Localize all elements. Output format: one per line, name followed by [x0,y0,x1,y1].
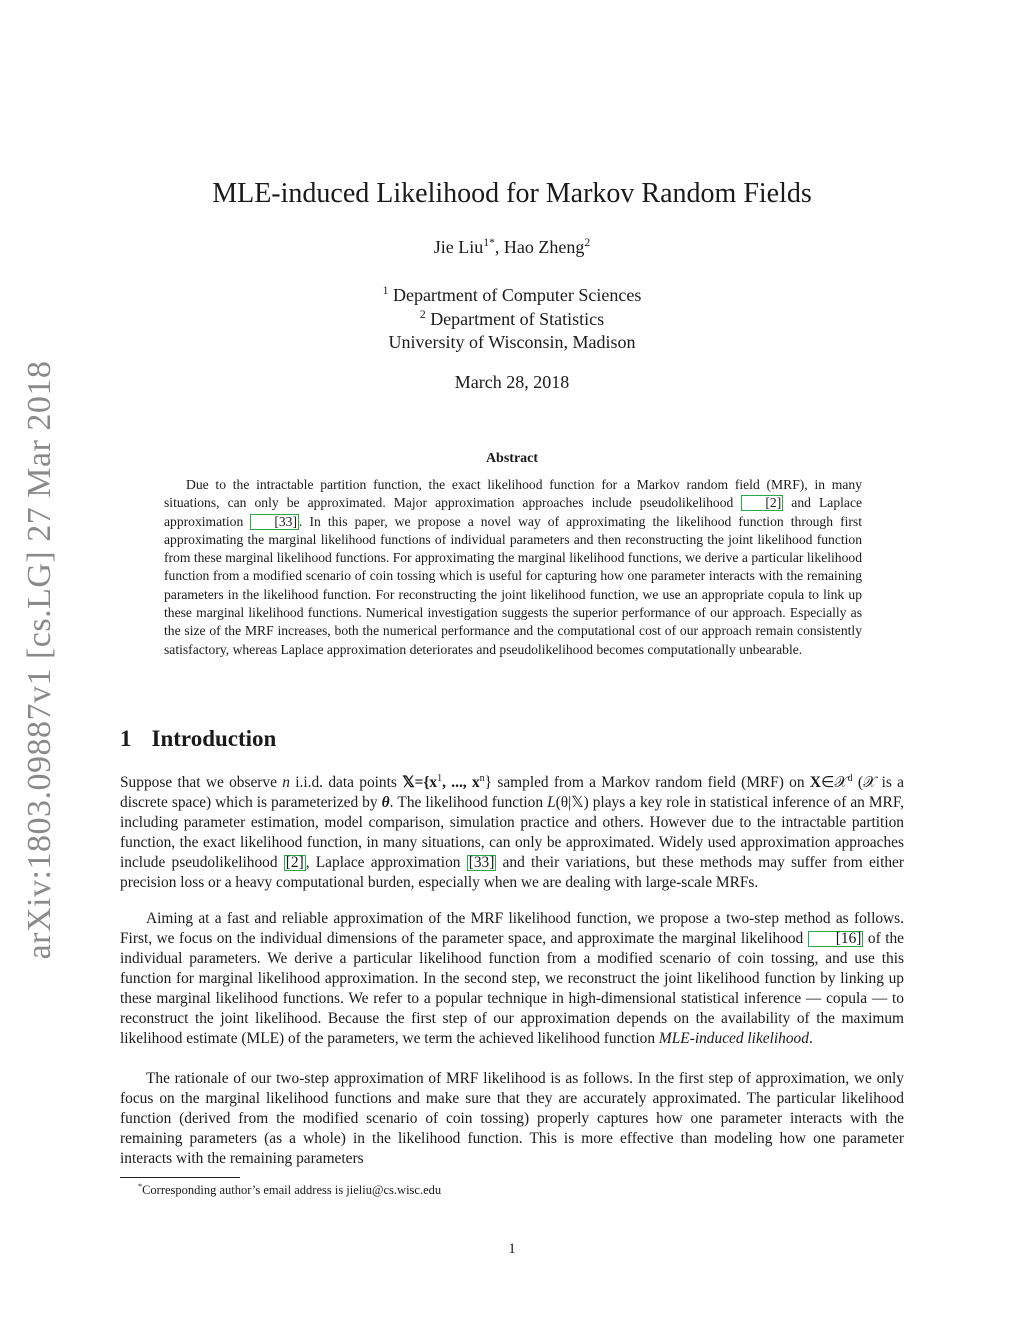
paragraph [120,909,904,1049]
footnote-text: Corresponding author’s email address is jieliu@cs.wisc.edu [142,1183,442,1198]
abstract-text: Due to the intractable partition function, the exact likelihood function for a Markov random field (MRF), in many situations, can only be approximated. Major approximation approaches include pseudolikelihood [164,477,862,511]
text-span: (θ|𝕏) plays a key role in statistical inference of an MRF, including parameter estimation, model comparison, simulation practice and others. However due to the intractable partition function, the exact likelihood function, in many situations, can only be approximated. Widely used approximation approaches include pseudolikelihood [120,794,904,872]
section-number: 1 [120,726,132,751]
paragraph: The rationale of our two-step approximation of MRF likelihood is as follows. In the first step of approximation, we only focus on the marginal likelihood functions and make sure that they are accurately approximated. The particular likelihood function (derived from the modified scenario of coin tossing) properly captures how one parameter interacts with the remaining parameters (as a whole) in the likelihood function. This is more effective than modeling how one parameter interacts with the remaining parameters [120,1070,904,1167]
abstract-text: . In this paper, we propose a novel way of approximating the likelihood function through first approximating the marginal likelihood functions of individual parameters and then reconstructing the joint likelihood function from these marginal likelihood functions. For approximating the marginal likelihood functions, we derive a particular likelihood function from a modified scenario of coin tossing which is useful for capturing how one parameter interacts with the remaining parameters in the likelihood function. For reconstructing the joint likelihood function, we use an appropriate copula to link up these marginal likelihood functions. Numerical investigation suggests the superior performance of our approach. Especially as the size of the MRF increases, both the numerical performance and the computational cost of our approach remain consistently satisfactory, whereas Laplace approximation deteriorates and pseudolikelihood becomes computationally unbearable. [164,513,862,657]
citation-link[interactable]: [2] [741,495,783,511]
emphasized-term: MLE-induced likelihood [658,1030,809,1047]
affiliation-mark: 1 [382,284,389,297]
math-set: 𝕏={x [402,774,438,792]
affiliation-text: University of Wisconsin, Madison [388,332,636,352]
affiliation-line [0,332,1024,353]
math-seq: , ..., x [442,774,480,792]
math-sup: 1 [437,773,443,784]
abstract-text: and Laplace approximation [164,495,863,529]
author-name: Hao Zheng [503,237,585,257]
citation-link[interactable]: [2] [285,854,304,872]
section-heading [120,726,276,752]
footnote [138,1182,441,1198]
arxiv-side-stamp: arXiv:1803.09887v1 [cs.LG] 27 Mar 2018 [21,360,58,960]
text-span: , Laplace approximation [305,854,467,872]
math-var: θ [381,794,390,812]
math-var: X [809,774,821,792]
author-separator: , [494,237,504,257]
paper-title: MLE-induced Likelihood for Markov Random Fields [212,178,812,209]
text-span: . The likelihood function [389,794,548,812]
abstract-body [164,476,862,659]
author-affiliation-mark: 2 [584,236,591,249]
math-var: n [282,774,290,792]
abstract-heading: Abstract [485,451,539,466]
author-affiliation-mark: 1* [483,236,495,249]
text-span: and their variations, but these methods may suffer from either precision loss or a heavy computational burden, especially when we are dealing with large-scale MRFs. [120,854,904,892]
citation-link[interactable]: [33] [468,854,495,872]
affiliation-text: Department of Statistics [430,309,605,329]
affiliation-text: Department of Computer Sciences [392,285,642,305]
affiliation-line [0,308,1024,330]
math-sup: d [847,773,853,784]
author-name: Jie Liu [433,237,484,257]
paragraph [120,769,904,893]
text-span: of the individual parameters. We derive a particular likelihood function from a modified scenario of coin tossing, and use this function for marginal likelihood approximation. In the second step, we reconstruct the joint likelihood function by linking up these marginal likelihood functions. We refer to a popular technique in high-dimensional statistical inference — copula — to reconstruct the joint likelihood. Because the first step of our approximation depends on the availability of the maximum likelihood estimate (MLE) of the parameters, we term the achieved likelihood function [120,930,904,1047]
text-span: Aiming at a fast and reliable approximation of the MRF likelihood function, we propose a two-step method as follows. First, we focus on the individual dimensions of the parameter space, and approximate the marginal likelihood [120,910,904,947]
footnote-mark: * [138,1182,143,1191]
text-span: } sampled from a Markov random field (MRF) on [484,774,810,792]
author-line [0,236,1024,258]
text-span: . [808,1030,813,1047]
text-span: (𝒳 is a discrete space) which is parameterized by [120,774,904,812]
paper-date: March 28, 2018 [454,372,570,392]
affiliation-line [0,284,1024,306]
text-span: Suppose that we observe [120,774,283,792]
footnote-rule [120,1177,240,1178]
citation-link[interactable]: [33] [250,514,299,530]
math-sup: n [479,773,485,784]
section-title: Introduction [151,726,277,751]
text-span: i.i.d. data points [289,774,403,792]
citation-link[interactable]: [16] [808,931,864,947]
text-span: ∈𝒳 [820,774,848,792]
page-number: 1 [508,1241,516,1257]
affiliation-mark: 2 [419,308,426,321]
math-var: L [547,794,556,812]
